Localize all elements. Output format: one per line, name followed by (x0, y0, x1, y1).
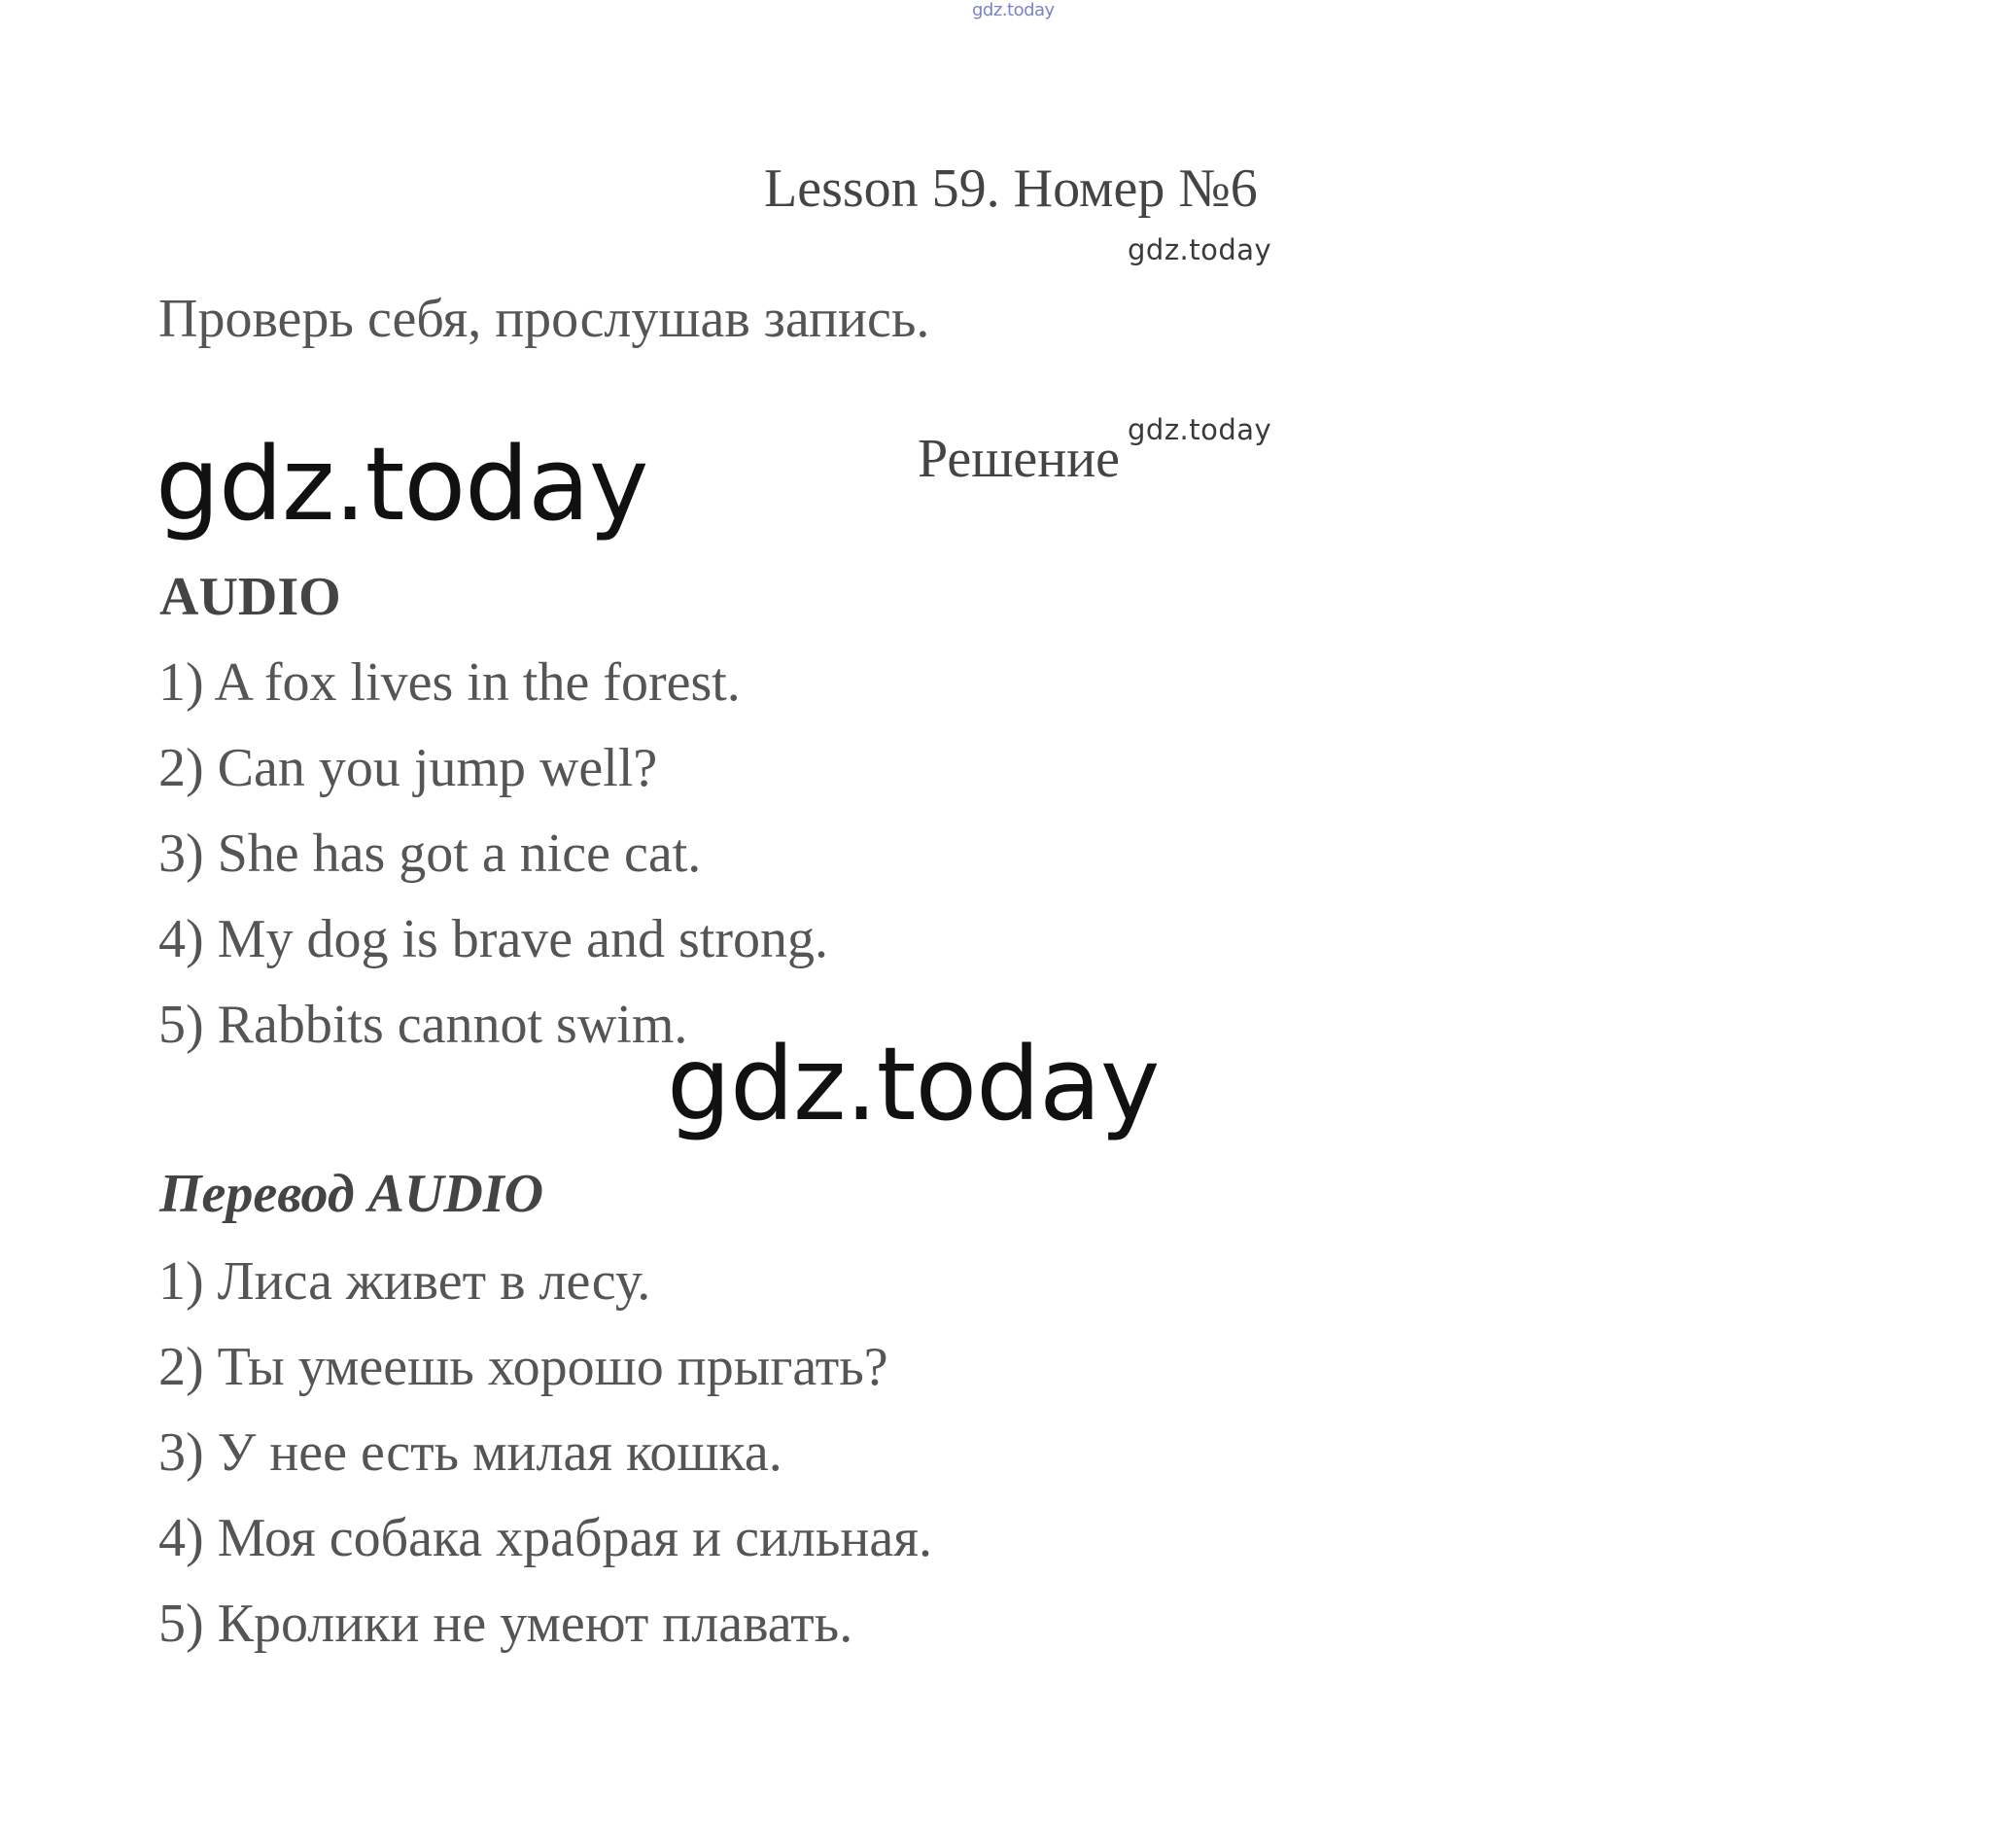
translation-heading: Перевод AUDIO (159, 1164, 544, 1224)
solution-label: Решение (918, 429, 1121, 489)
audio-item-2: 2) Can you jump well? (158, 738, 658, 798)
translation-item-2: 2) Ты умеешь хорошо прыгать? (158, 1337, 888, 1397)
audio-heading: AUDIO (159, 567, 341, 627)
watermark-small-1: gdz.today (1128, 233, 1272, 266)
audio-item-4: 4) My dog is brave and strong. (158, 909, 829, 969)
page-title: Lesson 59. Номер №6 (764, 158, 1258, 219)
audio-item-3: 3) She has got a nice cat. (158, 824, 702, 884)
translation-item-3: 3) У нее есть милая кошка. (158, 1422, 782, 1483)
task-instruction: Проверь себя, прослушав запись. (158, 289, 930, 349)
translation-item-4: 4) Моя собака храбрая и сильная. (158, 1508, 932, 1568)
audio-item-1: 1) A fox lives in the forest. (158, 652, 741, 713)
translation-item-5: 5) Кролики не умеют плавать. (158, 1594, 853, 1654)
translation-item-1: 1) Лиса живет в лесу. (158, 1251, 651, 1312)
watermark-big-1: gdz.today (156, 425, 648, 544)
watermark-big-2: gdz.today (667, 1025, 1160, 1143)
watermark-small-2: gdz.today (1128, 413, 1272, 446)
watermark-top: gdz.today (972, 0, 1055, 20)
audio-item-5: 5) Rabbits cannot swim. (158, 995, 688, 1055)
